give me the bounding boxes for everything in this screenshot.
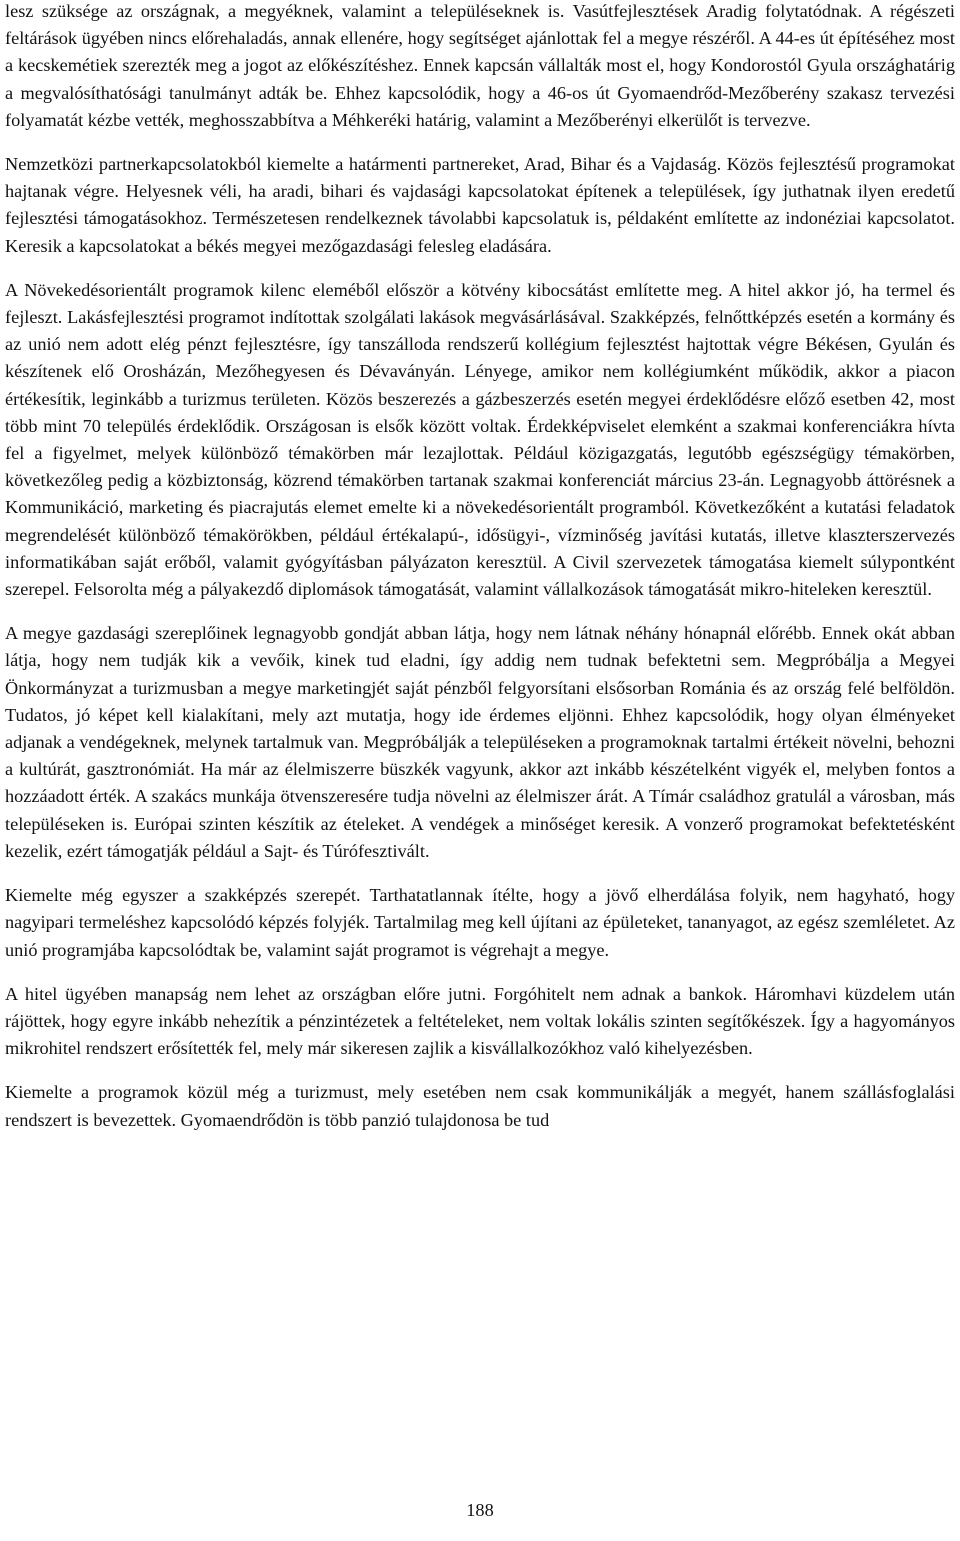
document-body [5, 0, 955, 1151]
page-number: 188 [466, 1500, 494, 1520]
paragraph-tourism: Kiemelte a programok közül még a turizmust, mely esetében nem csak kommunikálják a megyét, hanem szállásfoglalási rendszert is bevezettek. Gyomaendrődön is több panzió tulajdonosa be tud [5, 1082, 955, 1130]
paragraph-credit: A hitel ügyében manapság nem lehet az országban előre jutni. Forgóhitelt nem adnak a bankok. Háromhavi küzdelem után rájöttek, hogy egyre inkább nehezítik a pénzintézetek a feltételeket, nem voltak lokális szinten segítőkészek. Így a hagyományos mikrohitel rendszert erősítették fel, mely már sikeresen zajlik a kisvállalkozókhoz való kihelyezésben. [5, 983, 955, 1059]
paragraph-economic-actors: A megye gazdasági szereplőinek legnagyobb gondját abban látja, hogy nem látnak néhány hónapnál előrébb. Ennek okát abban látja, hogy nem tudják kik a vevőik, kinek tud eladni, így addig nem tudnak befektetni sem. Megpróbálja a Megyei Önkormányzat a turizmusban a megye marketingjét saját pénzből felgyorsítani elsősorban Románia és az ország felé belföldön. Tudatos, jó képet kell kialakítani, mely azt mutatja, hogy ide érdemes eljönni. Ehhez kapcsolódik, hogy olyan élményeket adjanak a vendégeknek, melynek tartalmuk van. Megpróbálják a településeken a programoknak tartalmi értékeit növelni, behozni a kultúrát, gasztronómiát. Ha már az élelmiszerre büszkék vagyunk, akkor azt inkább készételként vigyék el, melyben fontos a hozzáadott érték. A szakács munkája ötvenszeresére tudja növelni az élelmiszer árát. A Tímár családhoz gratulál a városban, más településeken is. Európai szinten készítik az ételeket. A vendégek a minőséget keresik. A vonzerő programokat befektetésként kezelik, ezért támogatják például a Sajt- és Túrófesztivált. [5, 623, 955, 861]
paragraph-international-partners: Nemzetközi partnerkapcsolatokból kiemelte a határmenti partnereket, Arad, Bihar és a Vajdaság. Közös fejlesztésű programokat hajtanak végre. Helyesnek véli, ha aradi, bihari és vajdasági kapcsolatokat építenek a települések, így juthatnak ilyen eredetű fejlesztési támogatásokhoz. Természetesen rendelkeznek távolabbi kapcsolatuk is, példaként említette az indonéziai kapcsolatot. Keresik a kapcsolatokat a békés megyei mezőgazdasági felesleg eladására. [5, 154, 955, 256]
paragraph-growth-programs: A Növekedésorientált programok kilenc eleméből először a kötvény kibocsátást említette meg. A hitel akkor jó, ha termel és fejleszt. Lakásfejlesztési programot indítottak szolgálati lakások megvásárlásával. Szakképzés, felnőttképzés esetén a kormány és az unió nem adott elég pénzt fejlesztésre, így tanszálloda rendszerű kollégium fejlesztést hajtottak végre Békésen, Gyulán és készítenek elő Orosházán, Mezőhegyesen és Dévaványán. Lényege, amikor nem kollégiumként működik, akkor a piacon értékesítik, leginkább a turizmus területen. Közös beszerezés a gázbeszerzés esetén megyei érdeklődésre előző esetben 42, most több mint 70 település érdeklődik. Országosan is elsők között voltak. Érdekképviselet elemként a szakmai konferenciákra hívta fel a figyelmet, melyek különböző témakörben már lezajlottak. Például közigazgatás, legutóbb egészségügy témakörben, következőleg pedig a közbiztonság, közrend témakörben tartanak szakmai konferenciát március 23-án. Legnagyobb áttörésnek a Kommunikáció, marketing és piacrajutás elemet emelte ki a növekedésorientált programból. Következőként a kutatási feladatok megrendelését különböző témakörökben, például értékalapú-, idősügyi-, vízminőség javítási kutatás, illetve klaszterszervezés informatikában saját erőből, valamit gyógyításban pályázaton keresztül. A Civil szervezetek támogatása kiemelt súlypontként szerepel. Felsorolta még a pályakezdő diplomások támogatását, valamint vállalkozások támogatását mikro-hiteleken keresztül. [5, 279, 955, 600]
paragraph-vocational-training: Kiemelte még egyszer a szakképzés szerepét. Tarthatatlannak ítélte, hogy a jövő elherdálása folyik, nem hagyható, hogy nagyipari termeléshez kapcsolódó képzés folyjék. Tartalmilag meg kell újítani az épületeket, tananyagot, az egész szemléletet. Az unió programjába kapcsolódtak be, valamint saját programot is végrehajt a megye. [5, 885, 955, 960]
paragraph-infrastructure: lesz szüksége az országnak, a megyéknek, valamint a településeknek is. Vasútfejlesztések Aradig folytatódnak. A régészeti feltárások ügyében nincs előrehaladás, annak ellenére, hogy segítséget ajánlottak fel a megye részéről. A 44-es út építéséhez most a kecskemétiek szerezték meg a jogot az előkészítéshez. Ennek kapcsán vállalták most el, hogy Kondorostól Gyula országhatárig a megvalósíthatósági tanulmányt adták be. Ehhez kapcsolódik, hogy a 46-os út Gyomaendrőd-Mezőberény szakasz tervezési folyamatát kézbe vették, meghosszabbítva a Méhkeréki határig, valamint a Mezőberényi elkerülőt is tervezve. [5, 1, 955, 130]
